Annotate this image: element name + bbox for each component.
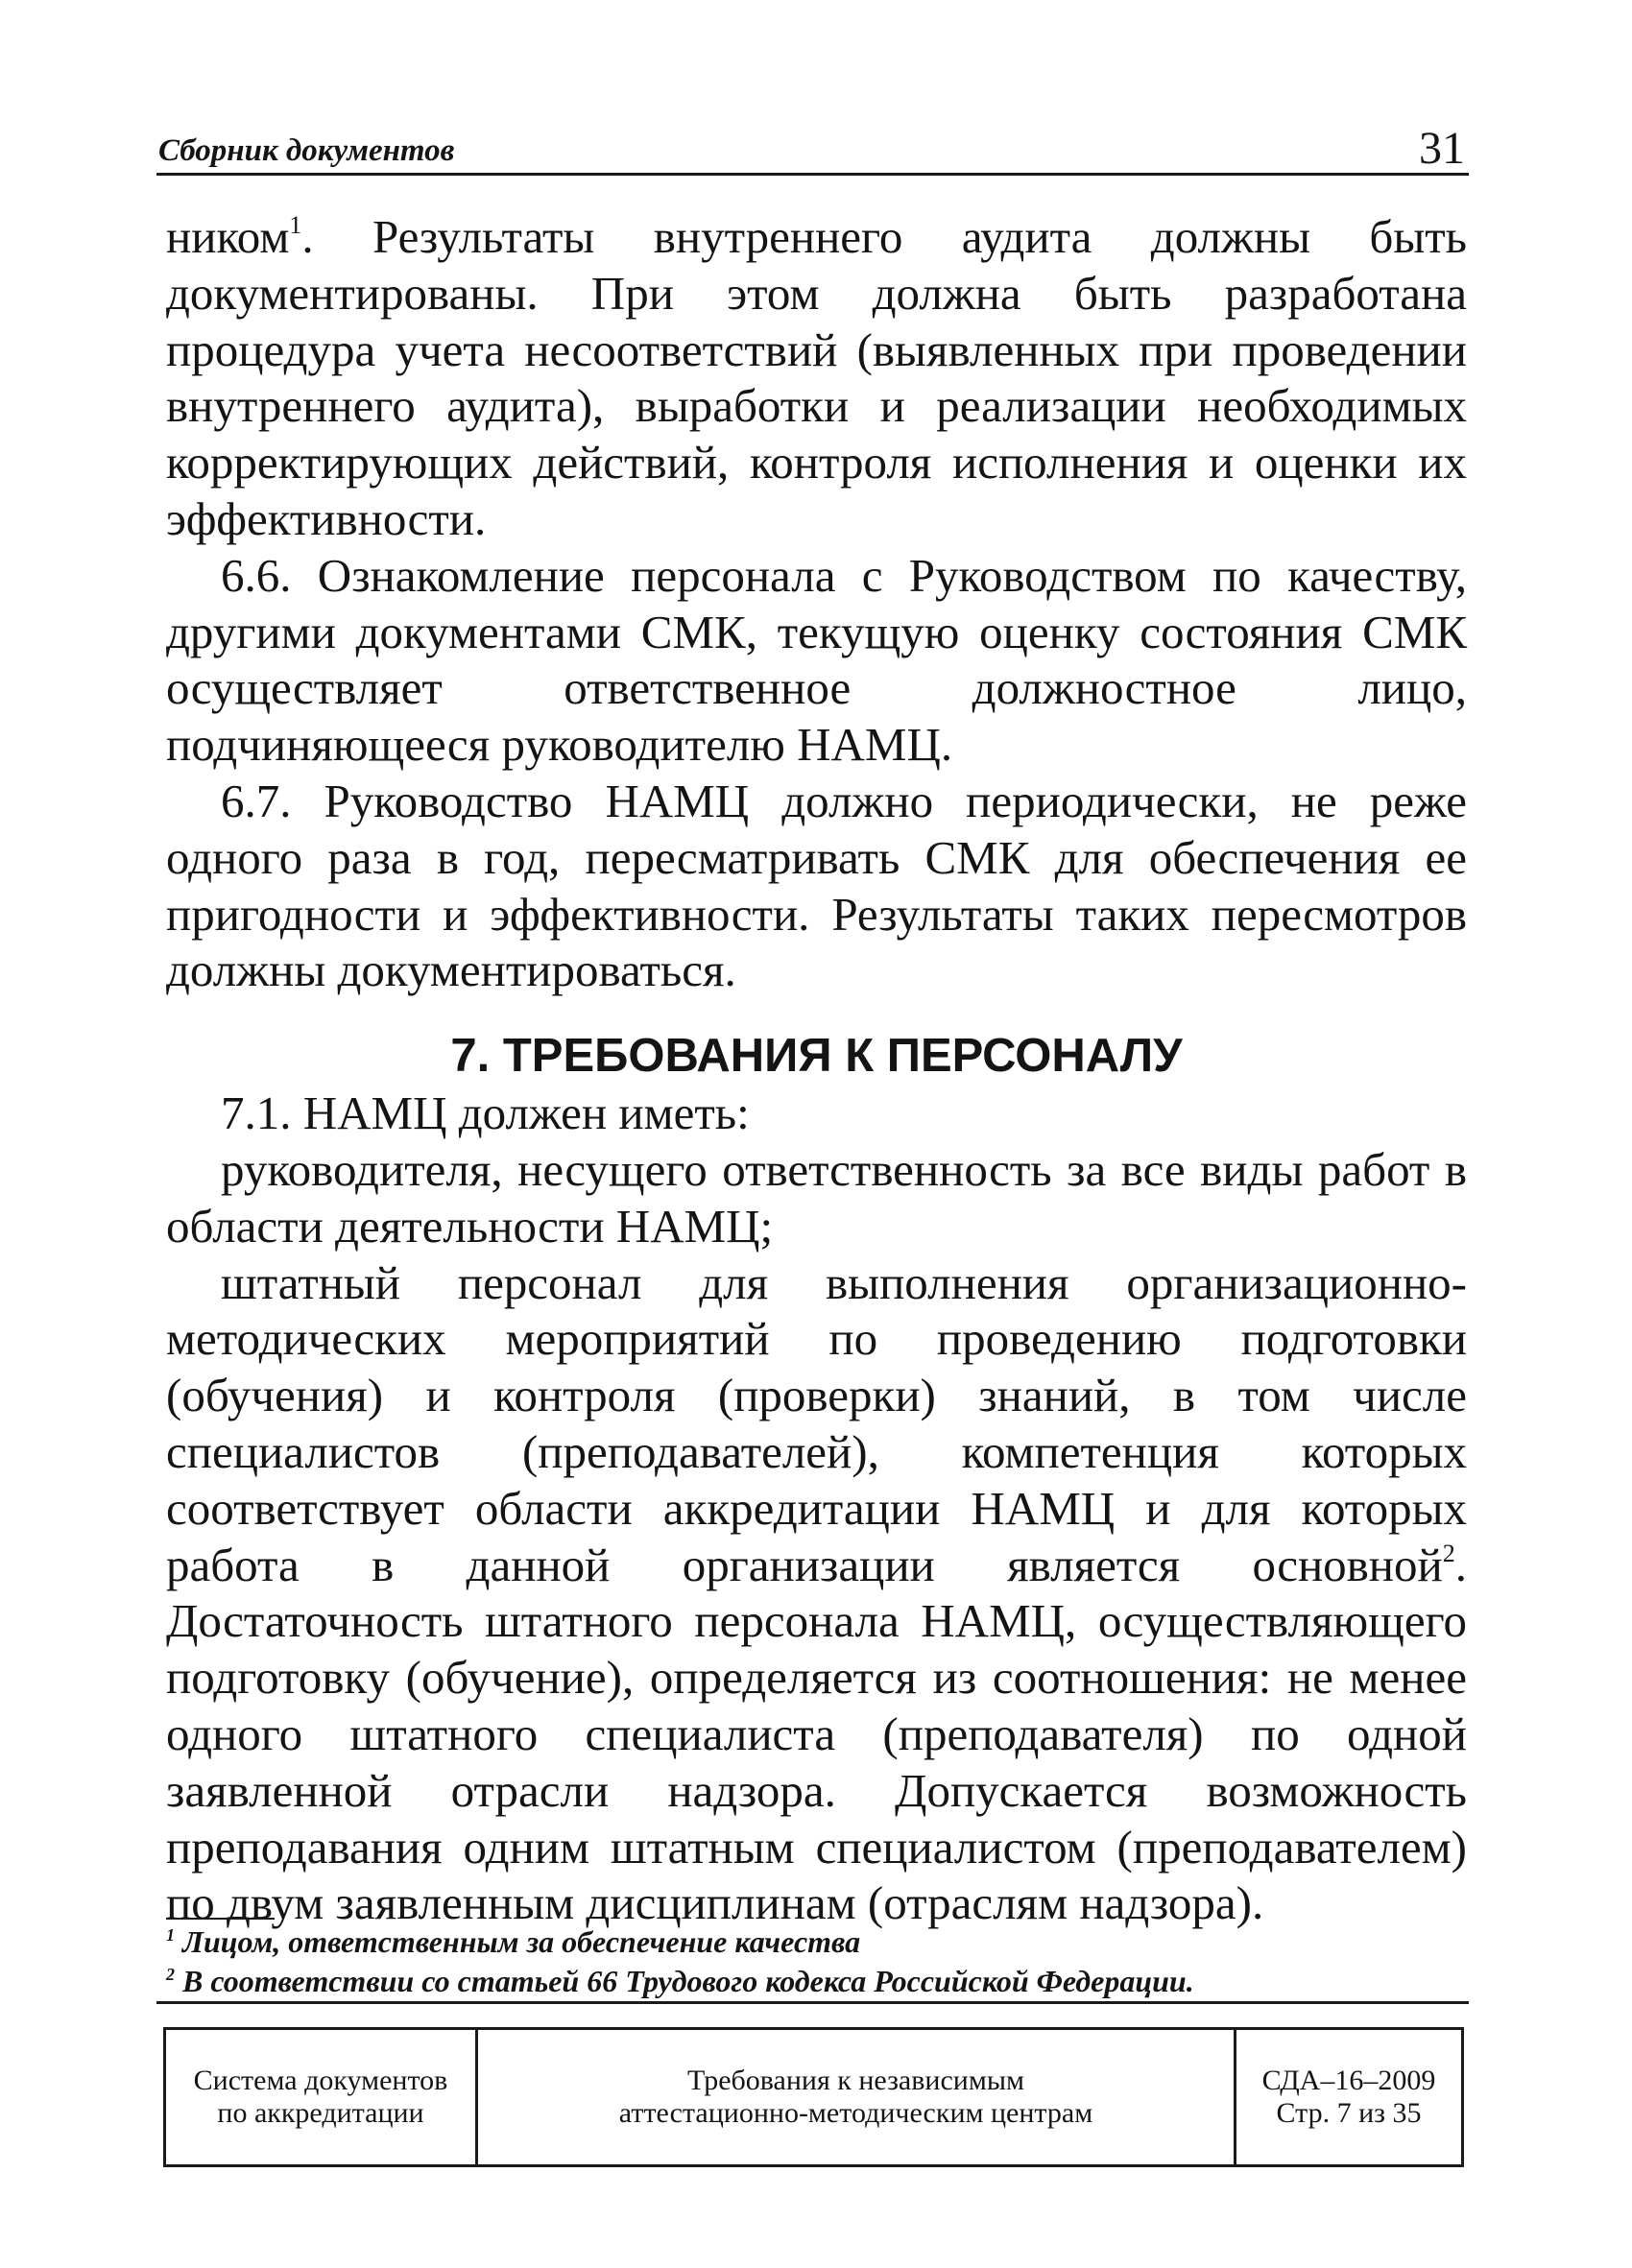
footer-title-line: Требования к независимым [687,2065,1024,2096]
footnote-text: В соответствии со статьей 66 Трудового кодекса Российской Федерации. [182,1964,1194,1998]
clause-7-1: 7.1. НАМЦ должен иметь: [221,1086,750,1140]
footer-table [163,2027,1464,2167]
main-text [166,209,1467,1932]
paragraph-continuation [166,209,1467,548]
footer-system-line: Система документов [193,2065,448,2096]
list-item-staff [166,1255,1467,1933]
footnotes [166,1922,1467,2001]
clause-6-6: 6.6. Ознакомление персонала с Руководством по качеству, другими документами СМК, текущую оценку состояния СМК осуществляет ответственное должностное лицо, подчиняющееся руководителю НАМЦ. [166,548,1467,772]
footer-title-cell [478,2030,1236,2164]
collection-title: Сборник документов [158,133,455,168]
footnote-text: Лицом, ответственным за обеспечение качества [182,1924,861,1959]
footnote-ref-1: 1 [289,211,302,239]
running-header [156,113,1469,176]
footnote-ref-2: 2 [1442,1539,1455,1567]
footnote-2 [166,1962,1467,2001]
clause-6-7: 6.7. Руководство НАМЦ должно периодически, не реже одного раза в год, пересматривать СМК для обеспечения ее пригодности и эффективности. Результаты таких пересмотров должны документироваться. [166,774,1467,997]
list-item-head: руководителя, несущего ответственность за все виды работ в области деятельности НАМЦ; [166,1142,1467,1253]
page-of-total: Стр. 7 из 35 [1276,2097,1422,2129]
footer-system-line: по аккредитации [217,2097,424,2129]
footnote-1 [166,1922,1467,1962]
section-heading: 7. ТРЕБОВАНИЯ К ПЕРСОНАЛУ [450,1030,1183,1083]
paragraph-text: штатный персонал для выполнения организационно-методических мероприятий по проведению подготовки (обучения) и контроля (проверки) знаний, в том числе специалистов (преподавателей), компетенция которых соответствует области аккредитации НАМЦ и для которых работа в данной организации является основной [166,1255,1467,1591]
footer-system-cell [166,2030,478,2164]
footnote-mark: 2 [166,1965,175,1984]
paragraph-text: . Достаточность штатного персонала НАМЦ, осуществляющего подготовку (обучение), определяется из соотношения: не менее одного штатного специалиста (преподавателя) по одной заявленной отрасли надзора. Допускается возможность преподавания одним штатным специалистом (преподавателем) по двум заявленным дисциплинам (отраслям надзора). [166,1538,1467,1930]
page-number: 31 [1419,123,1465,174]
document-code: СДА–16–2009 [1261,2065,1436,2096]
footnote-separator [166,1918,275,1920]
footer-code-cell [1236,2030,1461,2164]
footer-title-line: аттестационно-методическим центрам [618,2097,1093,2129]
footnote-mark: 1 [166,1925,175,1945]
paragraph-text: . Результаты внутреннего аудита должны быть документированы. При этом должна быть разработана процедура учета несоответствий (выявленных при проведении внутреннего аудита), выработки и реализации необходимых корректирующих действий, контроля исполнения и оценки их эффективности. [166,210,1467,545]
footer-rule [156,2001,1469,2004]
paragraph-text: ником [166,210,290,263]
